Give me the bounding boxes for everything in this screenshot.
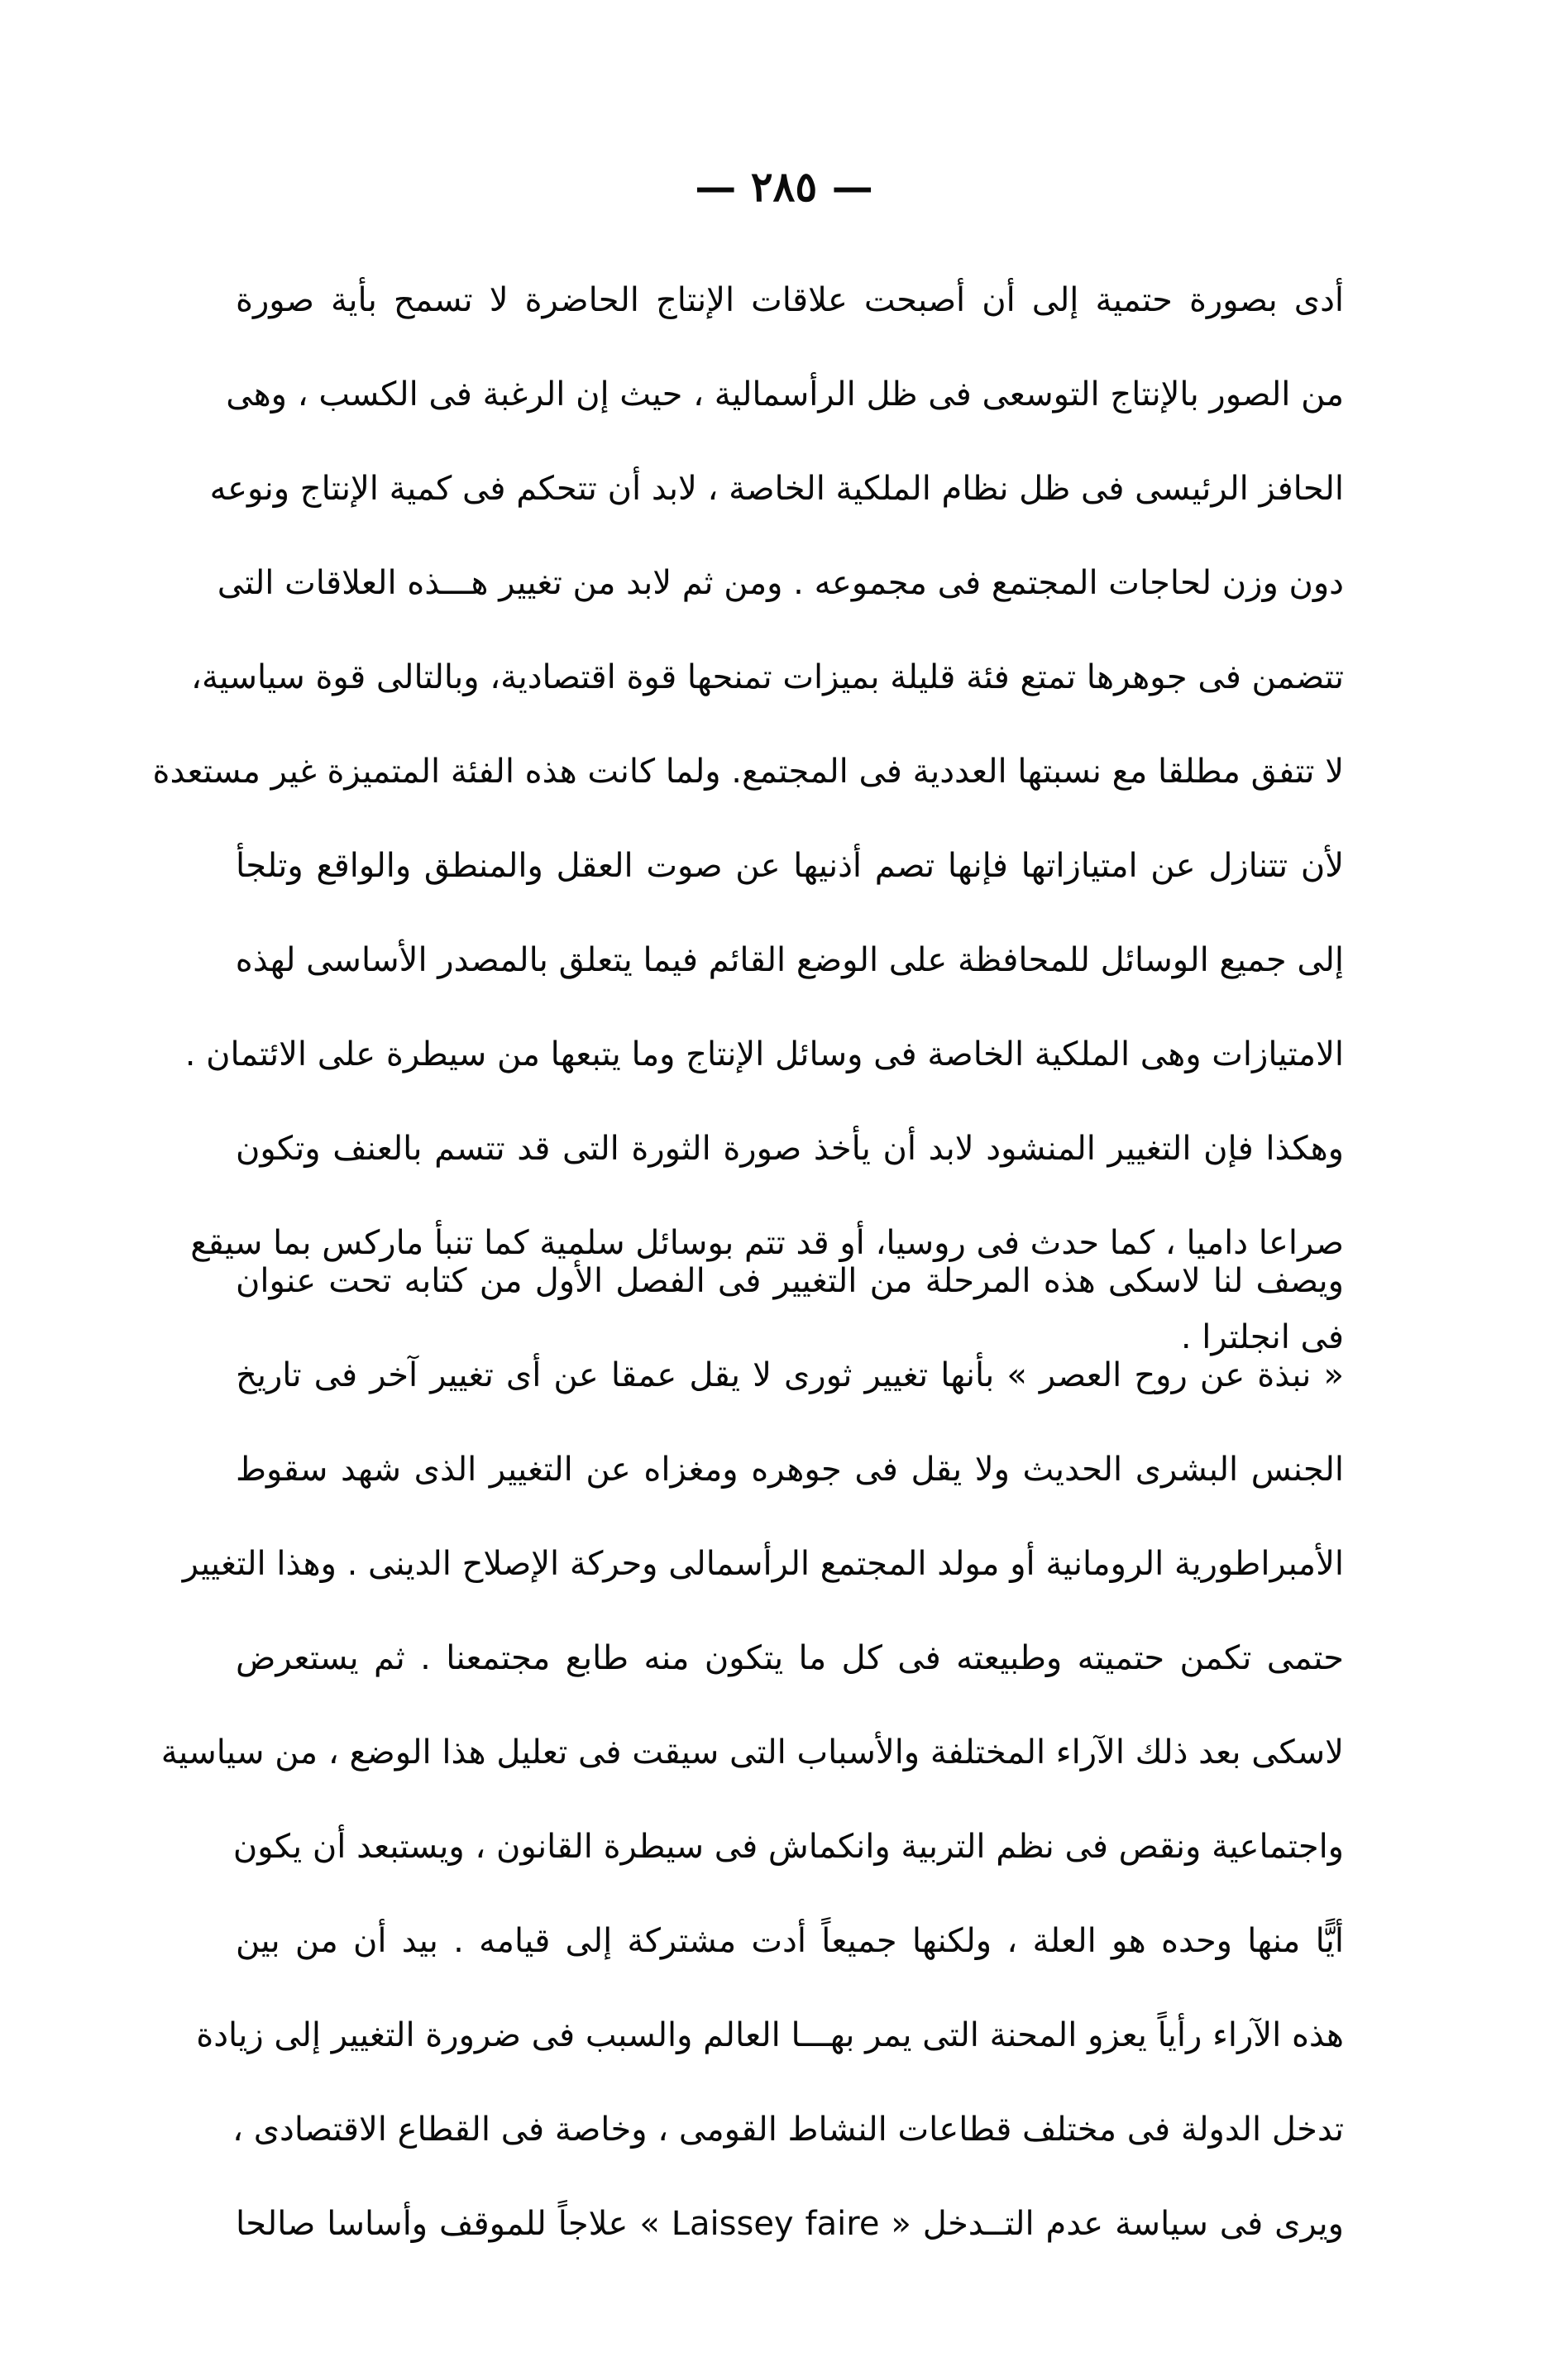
text-line: أيًّا منها وحده هو العلة ، ولكنها جميعاً أدت مشتركة إلى قيامه . بيد أن من بين [236, 1922, 1344, 1960]
paragraph-1 [152, 253, 1344, 1384]
text-line: الحافز الرئيسى فى ظل نظام الملكية الخاصة ، لابد أن تتحكم فى كمية الإنتاج ونوعه [209, 470, 1344, 508]
paragraph-2 [160, 1234, 1345, 2271]
text-line: إلى جميع الوسائل للمحافظة على الوضع القائم فيما يتعلق بالمصدر الأساسى لهذه [235, 941, 1344, 979]
text-line: ويصف لنا لاسكى هذه المرحلة من التغيير فى الفصل الأول من كتابه تحت عنوان [236, 1262, 1344, 1300]
text-line: هذه الآراء رأياً يعزو المحنة التى يمر بهـــا العالم والسبب فى ضرورة التغيير إلى زيادة [196, 2016, 1344, 2054]
text-line: من الصور بالإنتاج التوسعى فى ظل الرأسمالية ، حيث إن الرغبة فى الكسب ، وهى [226, 375, 1344, 414]
text-line: تتضمن فى جوهرها تمتع فئة قليلة بميزات تمنحها قوة اقتصادية، وبالتالى قوة سياسية، [191, 658, 1344, 696]
text-line: وهكذا فإن التغيير المنشود لابد أن يأخذ صورة الثورة التى قد تتسم بالعنف وتكون [236, 1130, 1344, 1168]
text-line: الجنس البشرى الحديث ولا يقل فى جوهره ومغزاه عن التغيير الذى شهد سقوط [236, 1451, 1344, 1489]
text-line: تدخل الدولة فى مختلف قطاعات النشاط القومى ، وخاصة فى القطاع الاقتصادى ، [232, 2111, 1344, 2149]
text-line: حتمى تكمن حتميته وطبيعته فى كل ما يتكون منه طابع مجتمعنا . ثم يستعرض [236, 1639, 1344, 1677]
text-line: الأمبراطورية الرومانية أو مولد المجتمع الرأسمالى وحركة الإصلاح الدينى . وهذا التغيير [182, 1545, 1344, 1583]
text-line: لا تتفق مطلقا مع نسبتها العددية فى المجتمع. ولما كانت هذه الفئة المتميزة غير مستعدة [152, 753, 1344, 791]
text-line: « نبذة عن روح العصر » بأنها تغيير ثورى لا يقل عمقا عن أى تغيير آخر فى تاريخ [236, 1356, 1344, 1394]
text-line: لاسكى بعد ذلك الآراء المختلفة والأسباب التى سيقت فى تعليل هذا الوضع ، من سياسية [160, 1733, 1344, 1772]
text-line: صراعا داميا ، كما حدث فى روسيا، أو قد تتم بوسائل سلمية كما تنبأ ماركس بما سيقع [190, 1224, 1344, 1262]
text-line: لأن تتنازل عن امتيازاتها فإنها تصم أذنيها عن صوت العقل والمنطق والواقع وتلجأ [236, 847, 1344, 885]
text-line: دون وزن لحاجات المجتمع فى مجموعه . ومن ثم لابد من تغيير هـــذه العلاقات التى [217, 564, 1344, 602]
text-line: واجتماعية ونقص فى نظم التربية وانكماش فى سيطرة القانون ، ويستبعد أن يكون [232, 1828, 1344, 1866]
text-line: فى انجلترا . [1180, 1318, 1344, 1356]
text-line: أدى بصورة حتمية إلى أن أصبحت علاقات الإنتاج الحاضرة لا تسمح بأية صورة [236, 281, 1344, 319]
page-number: — ٢٨٥ — [695, 162, 873, 211]
text-line: ويرى فى سياسة عدم التــدخل « Laissey faire » علاجاً للموقف وأساسا صالحا [236, 2205, 1345, 2243]
text-line: الامتيازات وهى الملكية الخاصة فى وسائل الإنتاج وما يتبعها من سيطرة على الائتمان . [184, 1035, 1344, 1073]
